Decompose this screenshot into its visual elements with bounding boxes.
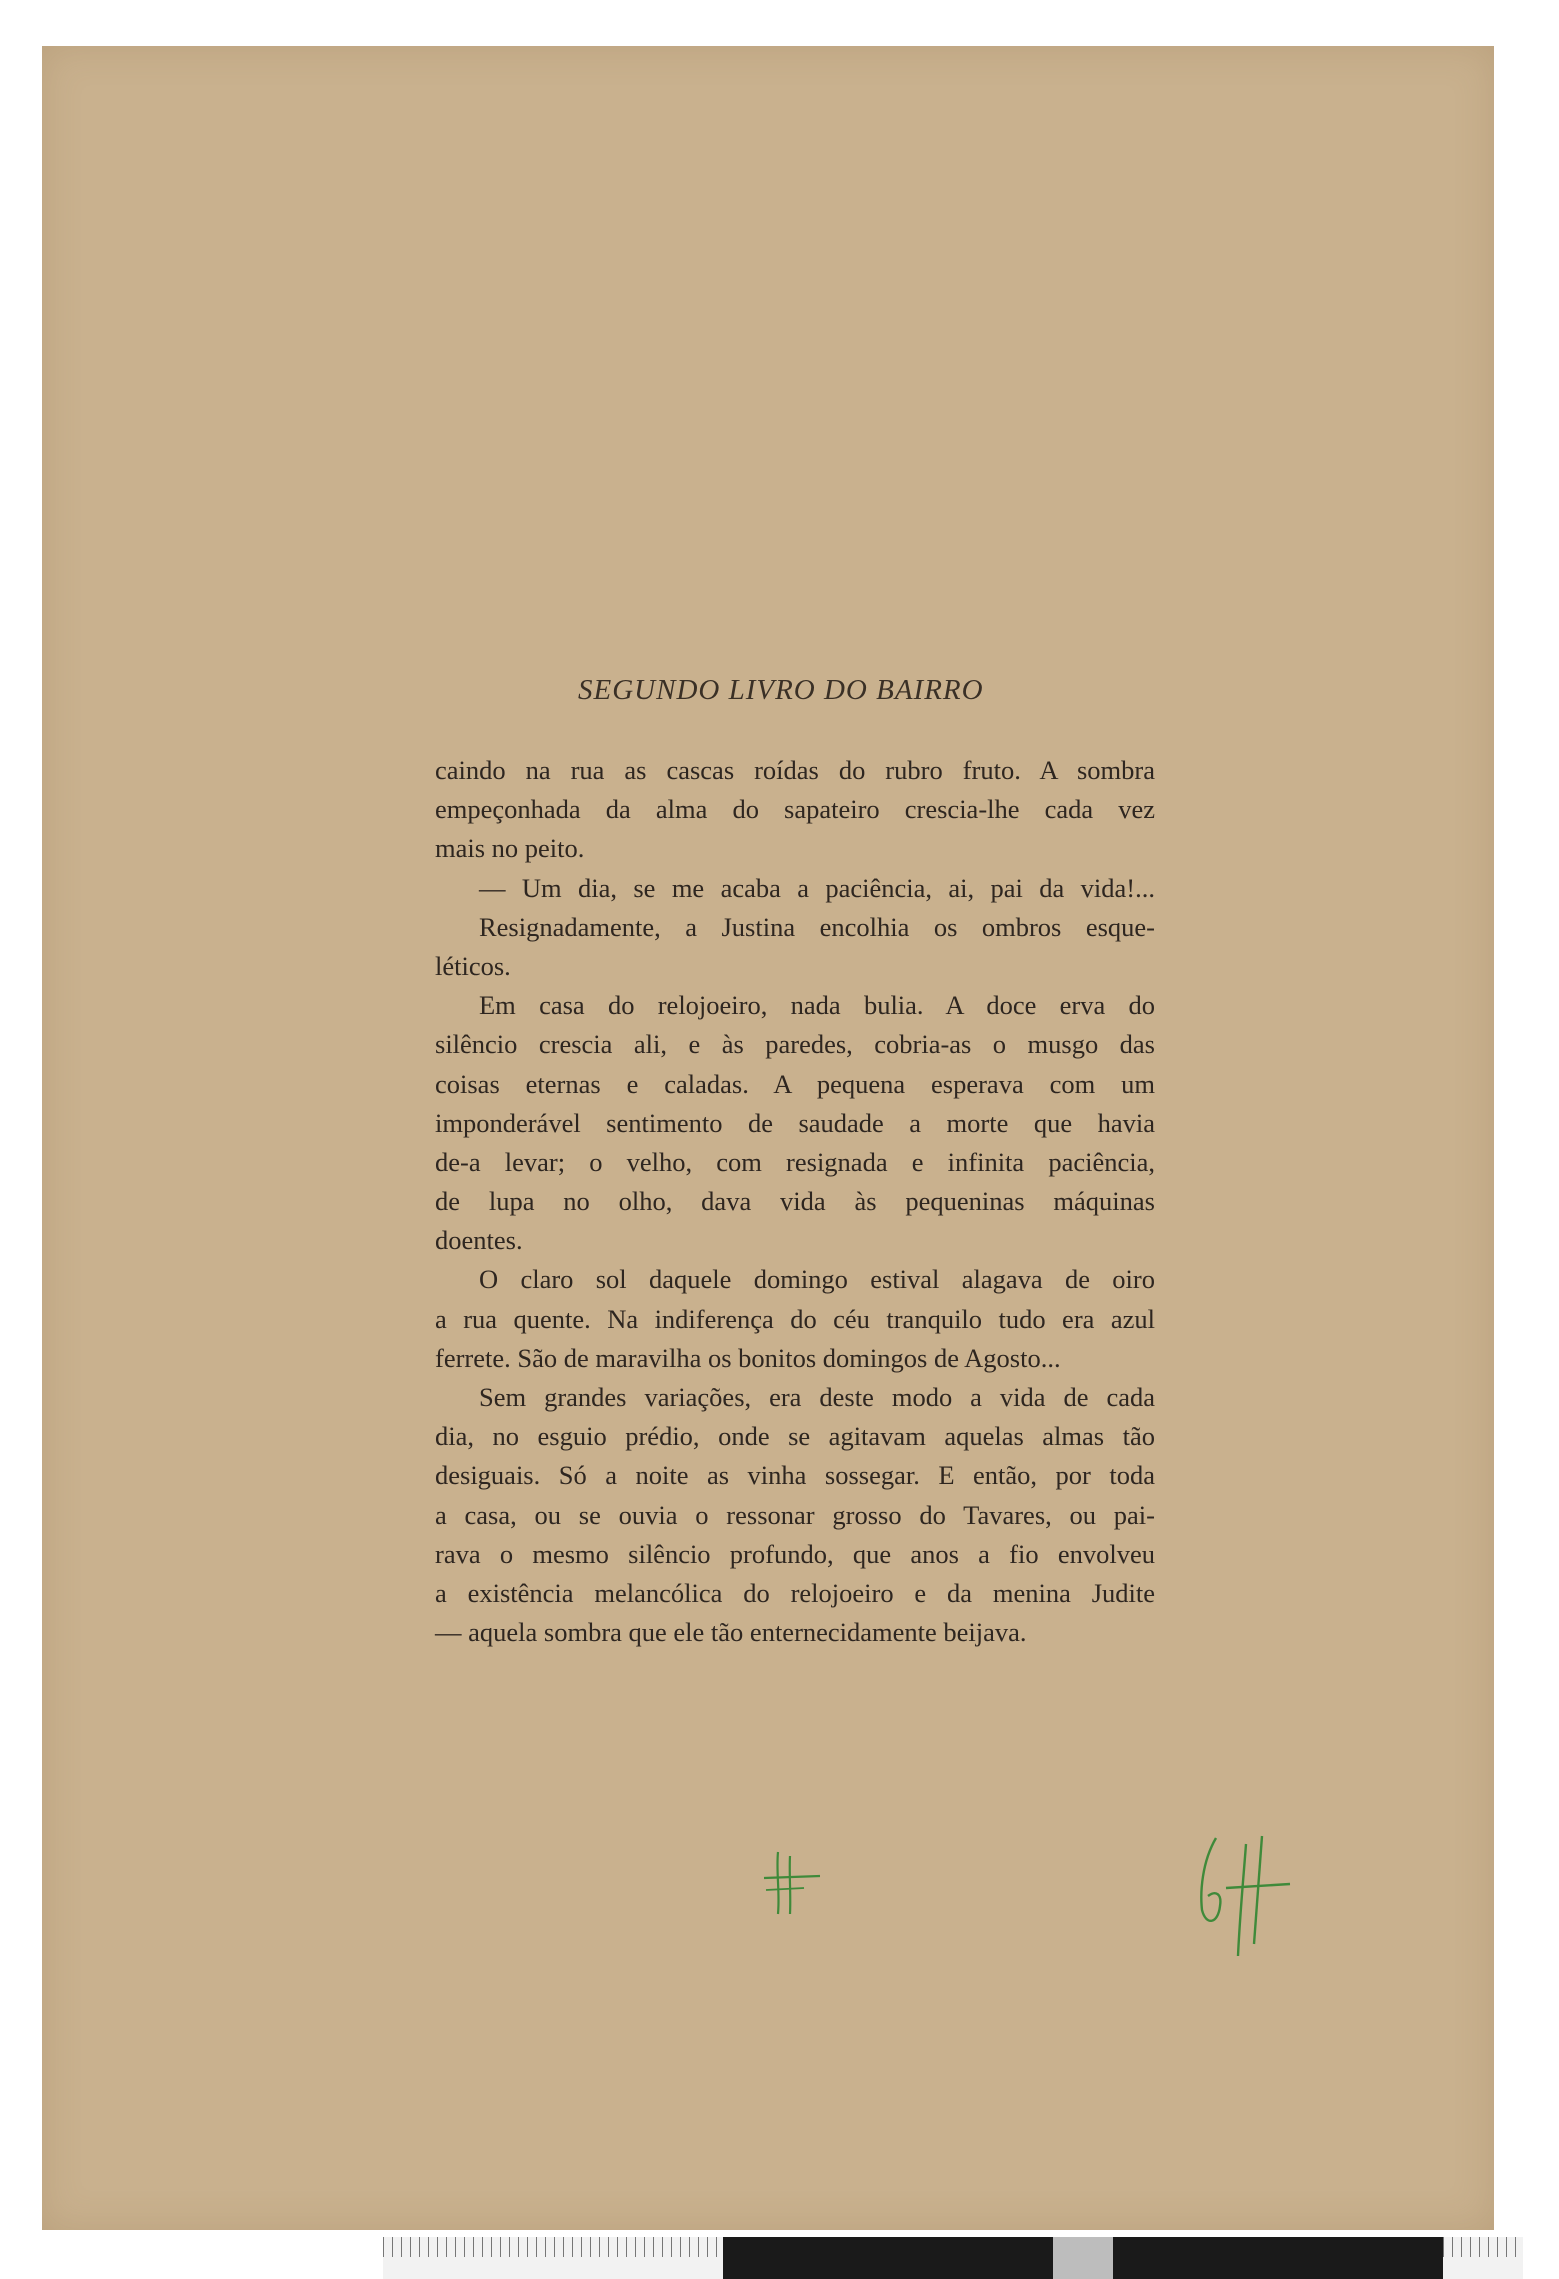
- text-line: empeçonhada da alma do sapateiro crescia-lhe cada vez: [435, 794, 1155, 825]
- text-line: coisas eternas e caladas. A pequena esperava com um: [435, 1068, 1155, 1099]
- text-line: dia, no esguio prédio, onde se agitavam aquelas almas tão: [435, 1421, 1155, 1452]
- ruler-black-segment: [1113, 2237, 1443, 2279]
- text-line: a rua quente. Na indiferença do céu tranquilo tudo era azul: [435, 1303, 1155, 1334]
- pencil-folio-right: [1182, 1832, 1292, 1962]
- text-line: Em casa do relojoeiro, nada bulia. A doce erva do: [479, 990, 1155, 1021]
- color-calibration-ruler: [383, 2237, 1523, 2279]
- text-line: desiguais. Só a noite as vinha sossegar. E então, por toda: [435, 1460, 1155, 1491]
- running-head: SEGUNDO LIVRO DO BAIRRO: [578, 674, 984, 706]
- ruler-ticks: [383, 2237, 723, 2257]
- text-line: a existência melancólica do relojoeiro e da menina Judite: [435, 1577, 1155, 1608]
- ruler-black-segment: [723, 2237, 1053, 2279]
- text-line: Resignadamente, a Justina encolhia os ombros esque-: [479, 911, 1155, 942]
- text-line: a casa, ou se ouvia o ressonar grosso do Tavares, ou pai-: [435, 1499, 1155, 1530]
- ruler-ticks: [1443, 2237, 1523, 2257]
- text-line: O claro sol daquele domingo estival alagava de oiro: [479, 1264, 1155, 1295]
- text-line: Sem grandes variações, era deste modo a vida de cada: [479, 1382, 1155, 1412]
- ruler-grey-segment: [1053, 2237, 1113, 2279]
- text-line: de lupa no olho, dava vida às pequeninas máquinas: [435, 1186, 1155, 1217]
- text-line: caindo na rua as cascas roídas do rubro fruto. A sombra: [435, 755, 1155, 785]
- text-line: mais no peito.: [435, 833, 585, 864]
- text-line: — Um dia, se me acaba a paciência, ai, pai da vida!...: [479, 872, 1155, 903]
- text-line: ferrete. São de maravilha os bonitos domingos de Agosto...: [435, 1342, 1061, 1373]
- text-line: doentes.: [435, 1225, 523, 1256]
- body-text: [435, 751, 1155, 1652]
- text-line: imponderável sentimento de saudade a morte que havia: [435, 1107, 1155, 1138]
- pencil-folio-left: [760, 1848, 824, 1918]
- text-line: silêncio crescia ali, e às paredes, cobria-as o musgo das: [435, 1029, 1155, 1060]
- text-line: rava o mesmo silêncio profundo, que anos a fio envolveu: [435, 1538, 1155, 1569]
- book-page: [42, 46, 1494, 2230]
- text-line: léticos.: [435, 950, 511, 981]
- text-line: de-a levar; o velho, com resignada e infinita paciência,: [435, 1146, 1155, 1177]
- text-line: — aquela sombra que ele tão enternecidamente beijava.: [435, 1617, 1027, 1648]
